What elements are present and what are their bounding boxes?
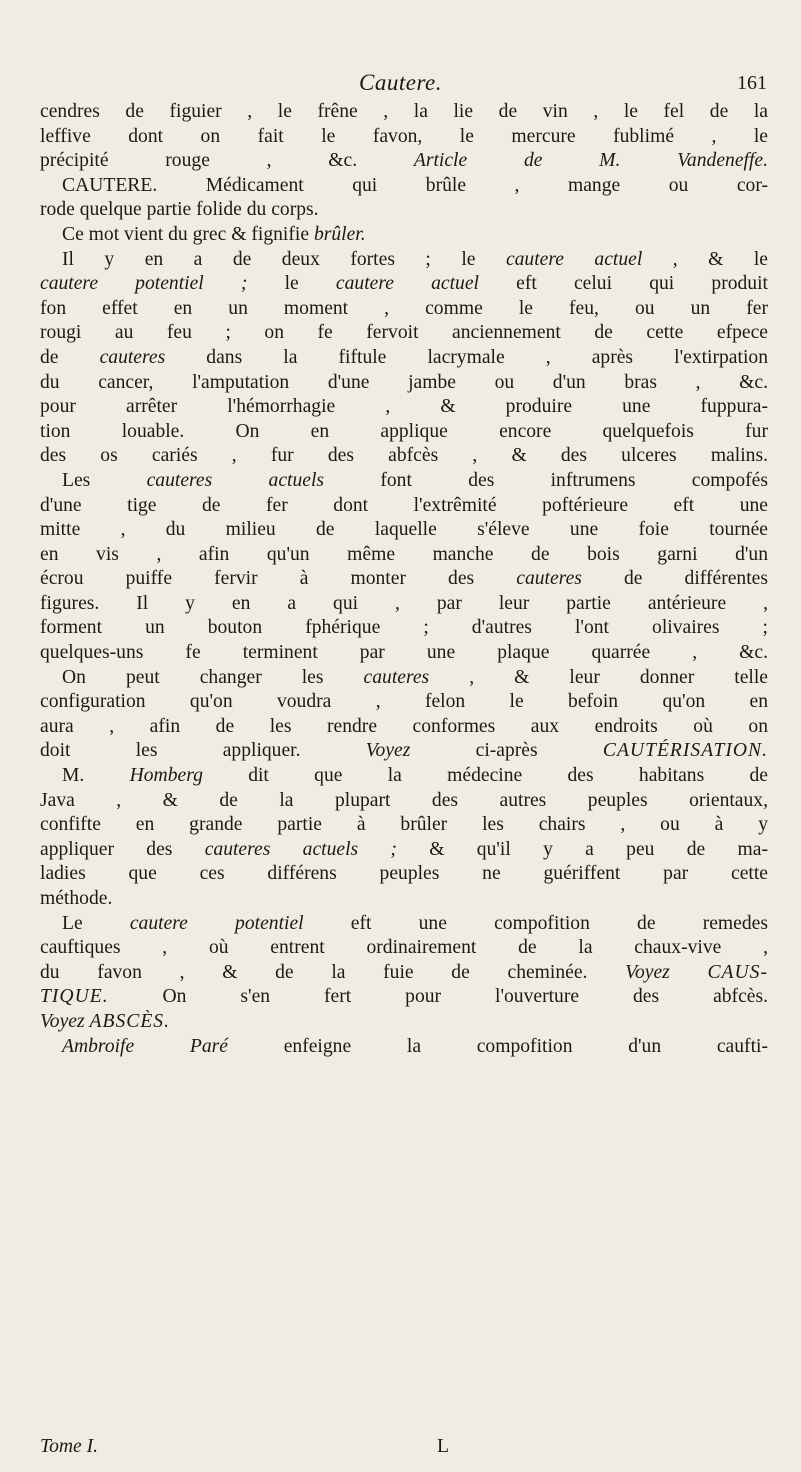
cross-reference: TIQUE.	[40, 986, 109, 1008]
text-line	[40, 174, 768, 199]
text-line	[40, 690, 768, 715]
text-line	[40, 395, 768, 420]
text-run: M.	[62, 765, 130, 787]
text-run: configuration qu'on voudra , felon le befoin qu'on en	[40, 691, 768, 713]
text-run: dit que la médecine des habitans de	[202, 765, 768, 787]
text-line	[40, 297, 768, 322]
text-line	[40, 321, 768, 346]
italic-run: Voyez	[40, 1010, 85, 1032]
text-line	[40, 961, 768, 986]
text-line	[40, 641, 768, 666]
text-line	[40, 248, 768, 273]
text-run: confifte en grande partie à brûler les chairs , ou à y	[40, 814, 768, 836]
text-run: mitte , du milieu de laquelle s'éleve une foie tournée	[40, 519, 768, 541]
text-run: méthode.	[40, 888, 113, 909]
text-line	[40, 592, 768, 617]
text-run: rode quelque partie folide du corps.	[40, 199, 319, 221]
italic-run: cautere potentiel ;	[40, 273, 248, 295]
text-run: , & leur donner telle	[429, 666, 768, 688]
text-run: doit les appliquer.	[40, 740, 366, 762]
italic-run: cautere actuel	[505, 248, 643, 270]
text-line	[40, 149, 768, 174]
text-run: Java , & de la plupart des autres peuples orientaux,	[40, 789, 768, 811]
running-title: Cautere.	[359, 70, 442, 95]
text-run: CAUTERE. Médicament qui brûle , mange ou cor-	[62, 174, 768, 196]
running-header	[0, 70, 801, 100]
text-run: ci-après	[410, 740, 603, 762]
text-run: écrou puiffe fervir à monter des	[40, 568, 517, 590]
text-run: On peut changer les	[62, 666, 364, 688]
text-run: aura , afin de les rendre conformes aux endroits où on	[40, 715, 768, 737]
volume-label: Tome I.	[40, 1436, 99, 1457]
text-line	[40, 666, 768, 691]
text-line	[40, 936, 768, 961]
text-line	[40, 543, 768, 568]
text-run: leffive dont on fait le favon, le mercure fublimé , le	[40, 125, 768, 147]
text-line	[40, 420, 768, 445]
text-line	[40, 838, 768, 863]
text-line	[40, 887, 768, 912]
italic-run: Voyez	[365, 740, 411, 762]
text-run: forment un bouton fphérique ; d'autres l'ont olivaires ;	[40, 617, 768, 639]
italic-run: cauteres actuels	[146, 469, 325, 491]
cross-reference: CAUS-	[707, 961, 768, 983]
text-run	[670, 962, 708, 983]
text-line	[40, 715, 768, 740]
text-run: Ce mot vient du grec & fignifie	[62, 223, 314, 245]
text-line	[40, 789, 768, 814]
text-line	[40, 764, 768, 789]
text-run: en vis , afin qu'un même manche de bois garni d'un	[40, 543, 768, 565]
text-run: eft celui qui produit	[478, 273, 768, 295]
text-run: ladies que ces différens peuples ne guériffent par cette	[40, 863, 768, 885]
italic-run: cauteres	[516, 568, 582, 590]
text-run: fon effet en un moment , comme le feu, ou un fer	[40, 297, 768, 319]
text-line	[40, 223, 768, 248]
text-line	[40, 125, 768, 150]
text-run: du cancer, l'amputation d'une jambe ou d'un bras , &c.	[40, 371, 768, 393]
cross-reference: CAUTÉRISATION.	[602, 740, 768, 762]
text-run: , & le	[642, 248, 768, 270]
page-footer	[40, 1436, 768, 1462]
italic-run: cauteres	[99, 346, 166, 368]
text-run: du favon , & de la fuie de cheminée.	[40, 961, 626, 983]
text-run: figures. Il y en a qui , par leur partie antérieure ,	[40, 592, 768, 614]
text-run: cauftiques , où entrent ordinairement de la chaux-vive ,	[40, 937, 768, 959]
text-run: Les	[62, 469, 147, 491]
cross-reference: ABSCÈS.	[89, 1010, 170, 1032]
text-line	[40, 469, 768, 494]
text-line	[40, 862, 768, 887]
text-run: On s'en fert pour l'ouverture des abfcès.	[108, 986, 768, 1008]
page-number: 161	[737, 72, 767, 94]
text-line	[40, 616, 768, 641]
text-run: Il y en a de deux fortes ; le	[62, 248, 506, 270]
text-run: appliquer des	[40, 838, 205, 860]
text-run: cendres de figuier , le frêne , la lie de vin , le fel de la	[40, 101, 768, 122]
text-run: de différentes	[581, 568, 768, 590]
text-run: quelques-uns fe terminent par une plaque quarrée , &c.	[40, 642, 768, 664]
italic-run: Ambroife Paré	[62, 1035, 228, 1057]
text-run: précipité rouge , &c.	[40, 150, 414, 172]
text-line	[40, 494, 768, 519]
text-line	[40, 100, 768, 125]
body-text	[40, 100, 768, 1059]
italic-run: cauteres actuels ;	[204, 838, 397, 860]
text-line	[40, 1035, 768, 1060]
text-run: enfeigne la compofition d'un caufti-	[228, 1035, 768, 1057]
italic-run: cautere actuel	[335, 273, 479, 295]
italic-run: cautere potentiel	[129, 912, 304, 934]
text-line	[40, 371, 768, 396]
text-line	[40, 346, 768, 371]
text-line	[40, 444, 768, 469]
text-run: le	[247, 273, 336, 295]
text-run: tion louable. On en applique encore quelquefois fur	[40, 420, 768, 442]
text-run: des os cariés , fur des abfcès , & des ulceres malins.	[40, 445, 768, 467]
text-run: de	[40, 346, 100, 368]
text-line	[40, 1010, 768, 1035]
italic-run: Article de M. Vandeneffe.	[413, 150, 768, 172]
text-run: Le	[62, 912, 130, 934]
text-line	[40, 567, 768, 592]
text-run: font des inftrumens compofés	[324, 469, 768, 491]
text-line	[40, 272, 768, 297]
italic-run: Voyez	[625, 961, 670, 983]
text-run: d'une tige de fer dont l'extrêmité poftérieure eft une	[40, 494, 768, 516]
text-run: rougi au feu ; on fe fervoit anciennement de cette efpece	[40, 322, 768, 344]
text-line	[40, 739, 768, 764]
text-run: dans la fiftule lacrymale , après l'extirpation	[165, 346, 768, 368]
text-line	[40, 985, 768, 1010]
text-run: pour arrêter l'hémorrhagie , & produire une fuppura-	[40, 396, 768, 418]
italic-run: cauteres	[363, 666, 430, 688]
text-line	[40, 518, 768, 543]
italic-run: Homberg	[129, 765, 203, 787]
italic-run: brûler.	[313, 223, 366, 245]
text-line	[40, 912, 768, 937]
text-run: eft une compofition de remedes	[303, 912, 768, 934]
text-run: & qu'il y a peu de ma-	[396, 838, 768, 860]
signature-mark: L	[437, 1436, 449, 1457]
text-line	[40, 198, 768, 223]
text-line	[40, 813, 768, 838]
